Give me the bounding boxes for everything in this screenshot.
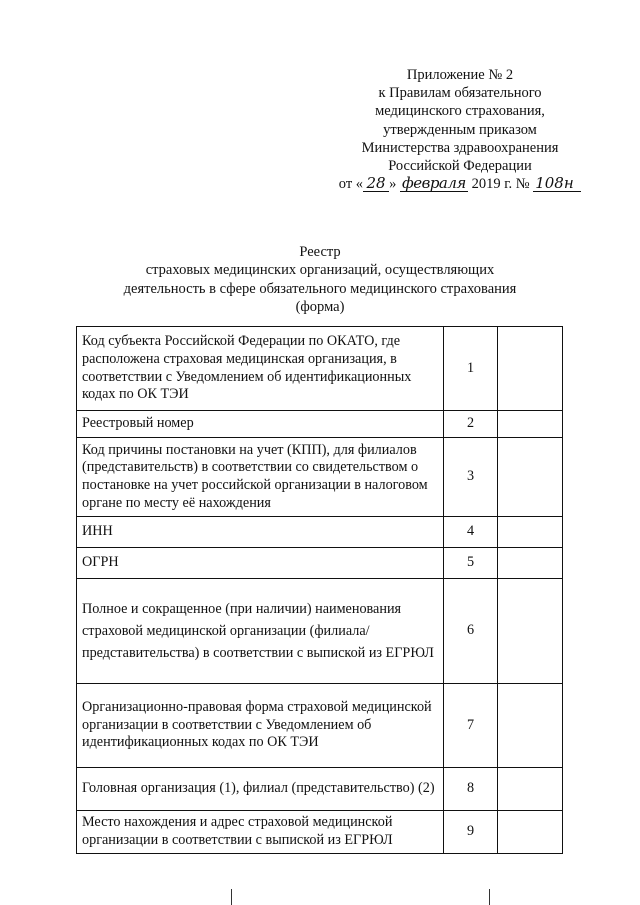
row-description: Реестровый номер <box>77 411 444 438</box>
page-edge-mark-right <box>489 889 490 905</box>
heading-form-label: (форма) <box>295 299 345 316</box>
row-description: ИНН <box>77 517 444 548</box>
row-description: Головная организация (1), филиал (представительство) (2) <box>77 768 444 811</box>
table-row <box>77 579 563 684</box>
row-value-cell <box>498 327 563 411</box>
date-month-handwritten: февраля <box>400 176 468 192</box>
row-number: 8 <box>443 768 497 811</box>
heading-line-3: деятельность в сфере обязательного медицинского страхования <box>123 280 517 297</box>
appendix-line-rules: к Правилам обязательного <box>378 85 542 102</box>
row-number: 2 <box>443 411 497 438</box>
row-value-cell <box>498 517 563 548</box>
row-value-cell <box>498 811 563 854</box>
appendix-line-approved: утвержденным приказом <box>383 121 537 138</box>
row-value-cell <box>498 548 563 579</box>
date-mid: » <box>389 176 397 193</box>
appendix-line-ministry: Министерства здравоохранения <box>361 139 559 156</box>
row-description: Код субъекта Российской Федерации по ОКАТО, где расположена страховая медицинская организация, в соответствии с Уведомлением об идентификационных кодах по ОК ТЭИ <box>77 327 444 411</box>
heading-line-2: страховых медицинских организаций, осуществляющих <box>145 262 495 279</box>
table-row <box>77 548 563 579</box>
row-description: Полное и сокращенное (при наличии) наименования страховой медицинской организации (филиала/представительства) в соответствии с выпиской из ЕГРЮЛ <box>77 579 444 684</box>
table-row <box>77 327 563 411</box>
row-number: 1 <box>443 327 497 411</box>
document-heading <box>80 243 560 317</box>
appendix-line-federation: Российской Федерации <box>388 158 532 175</box>
page-edge-mark-left <box>231 889 232 905</box>
date-year: 2019 г. № <box>471 176 530 193</box>
table-row <box>77 768 563 811</box>
date-prefix: от « <box>338 176 364 193</box>
row-value-cell <box>498 438 563 517</box>
row-value-cell <box>498 411 563 438</box>
row-number: 9 <box>443 811 497 854</box>
table-row <box>77 684 563 768</box>
row-value-cell <box>498 684 563 768</box>
table-row <box>77 411 563 438</box>
date-day-handwritten: 28 <box>363 176 389 192</box>
appendix-date-line <box>300 175 620 193</box>
table-row <box>77 438 563 517</box>
appendix-line-insurance: медицинского страхования, <box>375 103 545 120</box>
row-number: 6 <box>443 579 497 684</box>
row-number: 5 <box>443 548 497 579</box>
appendix-title: Приложение № 2 <box>406 67 514 83</box>
order-number-handwritten: 108н <box>533 176 581 192</box>
row-number: 3 <box>443 438 497 517</box>
heading-title: Реестр <box>299 244 341 260</box>
row-description: ОГРН <box>77 548 444 579</box>
row-description: Организационно-правовая форма страховой медицинской организации в соответствии с Уведомлением об идентификационных кодах по ОК ТЭИ <box>77 684 444 768</box>
appendix-header <box>300 66 620 193</box>
row-description: Код причины постановки на учет (КПП), для филиалов (представительств) в соответствии со свидетельством о постановке на учет российской организации в налоговом органе по месту её нахождения <box>77 438 444 517</box>
row-value-cell <box>498 768 563 811</box>
row-value-cell <box>498 579 563 684</box>
row-description: Место нахождения и адрес страховой медицинской организации в соответствии с выпиской из ЕГРЮЛ <box>77 811 444 854</box>
table-row <box>77 811 563 854</box>
table-row <box>77 517 563 548</box>
row-number: 7 <box>443 684 497 768</box>
registry-form-table <box>76 326 563 854</box>
row-number: 4 <box>443 517 497 548</box>
